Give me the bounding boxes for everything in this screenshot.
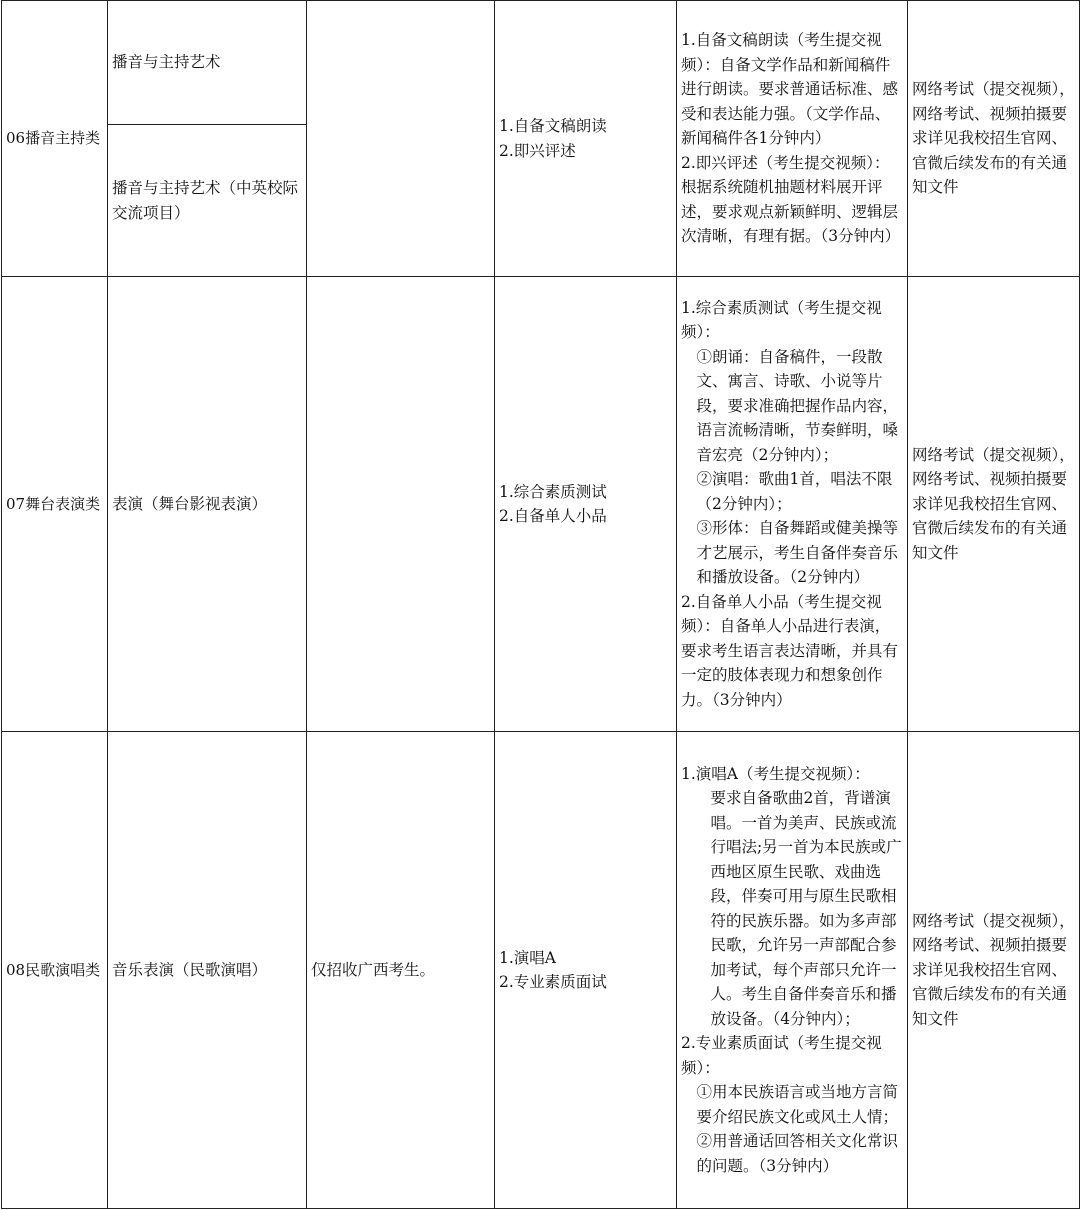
detail-item: 1.综合素质测试（考生提交视频）： [681,298,882,342]
note-cell: 仅招收广西考生。 [307,732,495,1209]
major-cell: 表演（舞台影视表演） [108,277,307,732]
detail-item: 2.即兴评述（考生提交视频）：根据系统随机抽题材料展开评述，要求观点新颖鲜明、逻辑层次清晰，有理有据。（3分钟内） [681,153,901,246]
subject-item: 1.演唱A [499,948,556,967]
major-cell: 播音与主持艺术 [108,1,307,125]
note-cell [307,1,495,277]
exam-requirements-table [1,0,1080,1209]
detail-item: 1.演唱A（考生提交视频）： [681,764,870,783]
detail-item: 要求自备歌曲2首，背谱演唱。一首为美声、民族或流行唱法;另一首为本民族或广西地区原生民歌、戏曲选段，伴奏可用与原生民歌相符的民族乐器。如为多声部民歌，允许另一声部配合参加考试，每个声部只允许一人。考生自备伴奏音乐和播放设备。（4分钟内）； [710,789,902,1028]
subjects-cell [495,732,677,1209]
detail-item: ③形体：自备舞蹈或健美操等才艺展示，考生自备伴奏音乐和播放设备。（2分钟内） [696,519,899,587]
major-cell: 播音与主持艺术（中英校际交流项目） [108,125,307,277]
details-cell [677,277,908,732]
detail-item: 2.自备单人小品（考生提交视频）：自备单人小品进行表演，要求考生语言表达清晰，并具有一定的肢体表现力和想象创作力。（3分钟内） [681,592,899,709]
category-cell: 06播音主持类 [2,1,108,277]
subjects-cell [495,1,677,277]
category-cell: 08民歌演唱类 [2,732,108,1209]
detail-item: ②用普通话回答相关文化常识的问题。（3分钟内） [696,1132,899,1175]
subject-item: 1.综合素质测试 [499,482,607,501]
subjects-cell [495,277,677,732]
method-cell: 网络考试（提交视频），网络考试、视频拍摄要求详见我校招生官网、官微后续发布的有关通知文件 [908,732,1080,1209]
table-row [2,277,1080,732]
table-row [2,1,1080,125]
table-row [2,732,1080,1209]
detail-item: 1.自备文稿朗读（考生提交视频）：自备文学作品和新闻稿件进行朗读。要求普通话标准、感受和表达能力强。（文学作品、新闻稿件各1分钟内） [681,31,899,148]
note-cell [307,277,495,732]
subject-item: 1.自备文稿朗读 [499,117,607,135]
details-cell [677,732,908,1209]
detail-item: 2.专业素质面试（考生提交视频）： [681,1034,882,1077]
subject-item: 2.专业素质面试 [499,973,607,991]
major-cell: 音乐表演（民歌演唱） [108,732,307,1209]
subject-item: 2.自备单人小品 [499,507,607,525]
method-cell: 网络考试（提交视频），网络考试、视频拍摄要求详见我校招生官网、官微后续发布的有关通知文件 [908,277,1080,732]
detail-item: ②演唱：歌曲1首，唱法不限（2分钟内）； [696,470,893,513]
method-cell: 网络考试（提交视频），网络考试、视频拍摄要求详见我校招生官网、官微后续发布的有关通知文件 [908,1,1080,277]
details-cell [677,1,908,277]
detail-item: ①朗诵：自备稿件，一段散文、寓言、诗歌、小说等片段，要求准确把握作品内容，语言流畅清晰，节奏鲜明，嗓音宏亮（2分钟内）； [696,347,899,464]
subject-item: 2.即兴评述 [499,141,576,160]
detail-item: ①用本民族语言或当地方言简要介绍民族文化或风土人情； [696,1083,899,1126]
category-cell: 07舞台表演类 [2,277,108,732]
